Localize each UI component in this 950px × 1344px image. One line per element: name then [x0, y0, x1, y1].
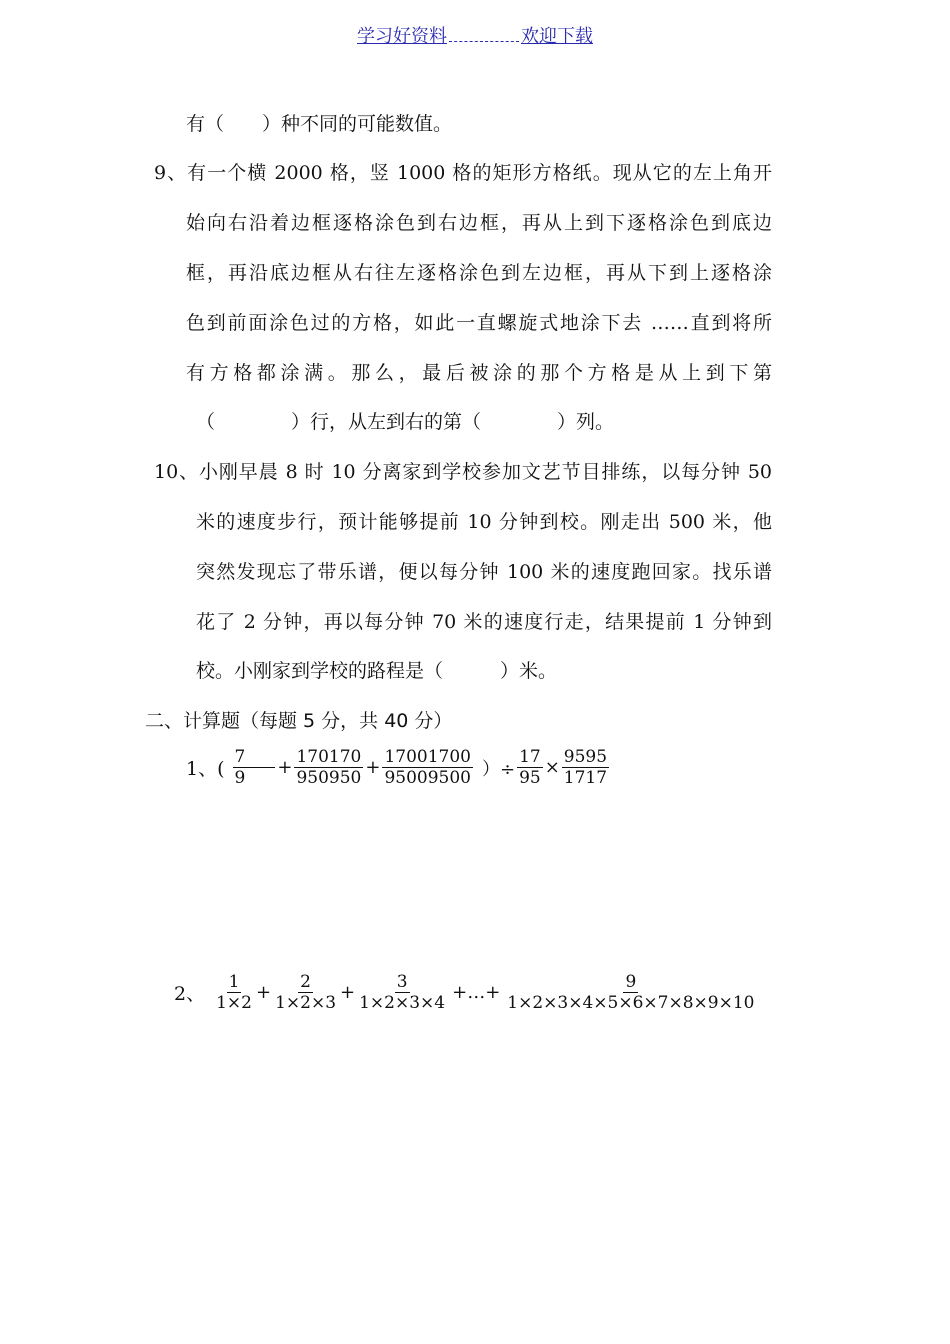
numerator: 9 [625, 972, 637, 992]
numerator: 17001700 [384, 747, 471, 767]
header-right-text[interactable]: 欢迎下载 [521, 26, 593, 47]
numerator: 7 [233, 747, 276, 768]
q9-line-3: 框，再沿底边框从右往左逐格涂色到左边框，再从下到上逐格涂 [186, 262, 772, 284]
header-divider [449, 27, 519, 42]
numerator: 17 [519, 747, 541, 767]
calc-problem-2 [174, 972, 757, 1013]
denominator: 95 [519, 768, 541, 788]
denominator: 95009500 [384, 768, 471, 788]
denominator: 1717 [563, 768, 608, 788]
calc1-fraction-3 [382, 747, 473, 788]
numerator: 1 [228, 972, 240, 992]
plus-sign: + [340, 982, 356, 1003]
calc2-fraction-2 [273, 972, 338, 1013]
denominator: 950950 [296, 768, 362, 788]
section-title: 二、计算题（每题 5 分，共 40 分） [145, 710, 453, 732]
q10-line-2: 米的速度步行，预计能够提前 10 分钟到校。刚走出 500 米，他 [196, 511, 772, 533]
denominator: 1×2×3×4×5×6×7×8×9×10 [507, 993, 755, 1013]
times-sign: × [544, 757, 560, 778]
calc1-fraction-4 [517, 747, 543, 788]
calc2-fraction-3 [357, 972, 447, 1013]
calc1-fraction-5 [562, 747, 609, 788]
q9-line-5: 有方格都涂满。那么，最后被涂的那个方格是从上到下第 [186, 362, 772, 384]
calc2-fraction-4 [505, 972, 756, 1013]
q10-line-4: 花了 2 分钟，再以每分钟 70 米的速度行走，结果提前 1 分钟到 [196, 611, 772, 633]
calc-problem-1 [186, 747, 610, 788]
ellipsis-plus: +…+ [452, 982, 501, 1003]
denominator: 1×2×3×4 [359, 993, 446, 1013]
calc1-label: 1、( [186, 758, 225, 780]
plus-sign: + [365, 757, 381, 778]
q10-line-1: 10、小刚早晨 8 时 10 分离家到学校参加文艺节目排练，以每分钟 50 [154, 461, 772, 483]
q9-line-4: 色到前面涂色过的方格，如此一直螺旋式地涂下去 ……直到将所 [186, 312, 772, 334]
plus-sign: + [277, 757, 293, 778]
calc1-fraction-1 [233, 747, 276, 788]
q9-line-1: 9、有一个横 2000 格，竖 1000 格的矩形方格纸。现从它的左上角开 [154, 162, 772, 184]
page-header [0, 22, 950, 48]
q9-line-2: 始向右沿着边框逐格涂色到右边框，再从上到下逐格涂色到底边 [186, 212, 772, 234]
numerator: 170170 [296, 747, 362, 767]
numerator: 9595 [563, 747, 608, 767]
calc1-fraction-2 [294, 747, 363, 788]
q9-line-6: （ ）行，从左到右的第（ ）列。 [196, 411, 615, 433]
q8-tail: 有（ ）种不同的可能数值。 [186, 113, 453, 135]
denominator: 1×2×3 [275, 993, 337, 1013]
q10-line-5: 校。小刚家到学校的路程是（ ）米。 [196, 660, 558, 682]
denominator: 9 [234, 768, 246, 788]
numerator: 2 [300, 972, 311, 992]
header-left-text[interactable]: 学习好资料 [357, 26, 447, 47]
numerator: 3 [396, 972, 408, 992]
calc2-label: 2、 [174, 983, 206, 1005]
q10-line-3: 突然发现忘了带乐谱，便以每分钟 100 米的速度跑回家。找乐谱 [196, 561, 772, 583]
denominator: 1×2 [216, 993, 252, 1013]
close-paren-divide: ）÷ [481, 758, 516, 780]
calc2-fraction-1 [214, 972, 254, 1013]
plus-sign: + [255, 982, 272, 1003]
